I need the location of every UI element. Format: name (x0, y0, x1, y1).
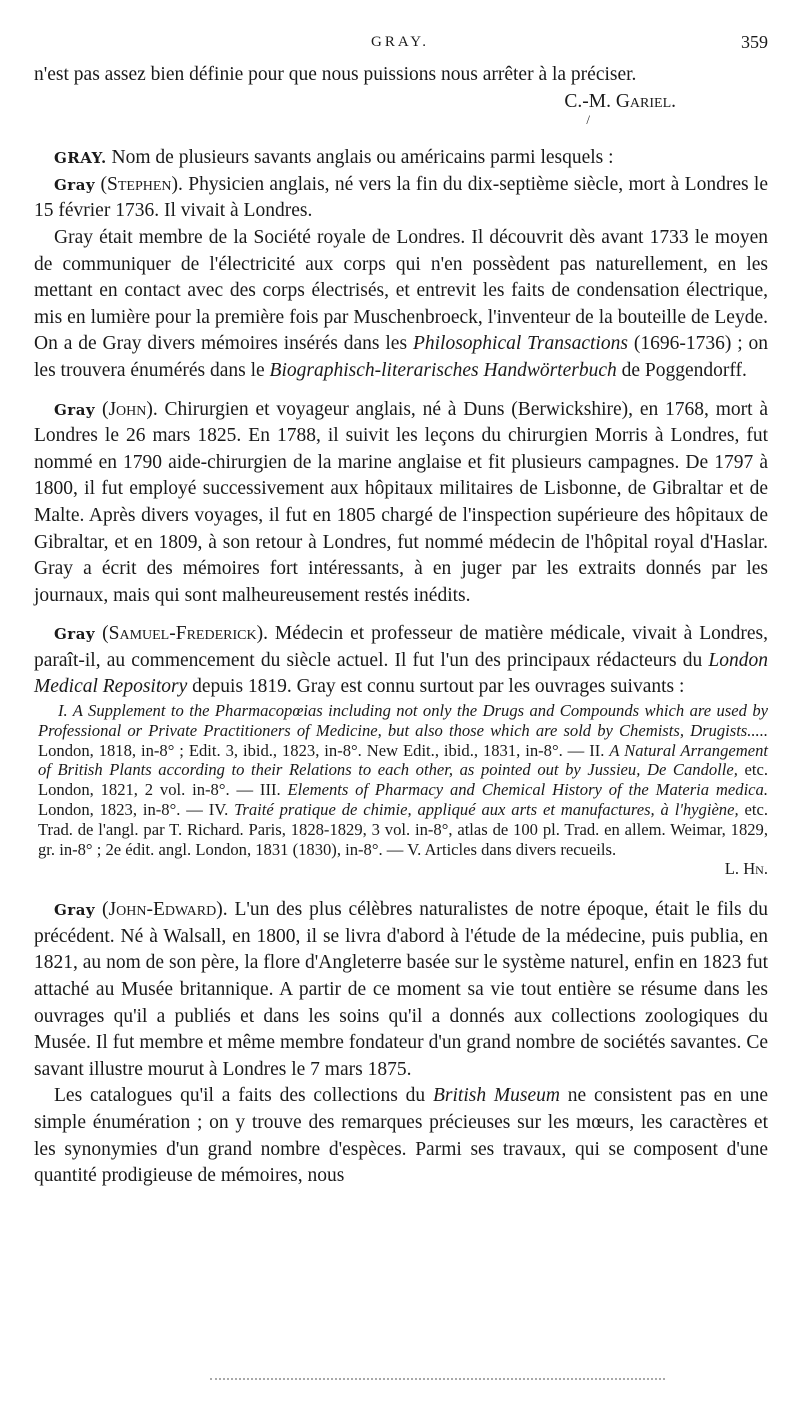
running-head: GRAY. (371, 34, 429, 50)
entry-gray-john (34, 397, 768, 610)
entry-gray-john-edward (34, 897, 768, 1083)
stephen-p2-part-c: de Poggendorff. (621, 359, 747, 381)
entry-stephen-paragraph-2 (34, 225, 768, 385)
stephen-p2-part-b: (1696-1736) ; on les trouvera énumérés dans le (34, 333, 769, 381)
samuel-text-part-b: depuis 1819. Gray est connu surtout par les ouvrages suivants : (192, 676, 685, 698)
title-british-museum: British Museum (433, 1085, 560, 1107)
work-4-publication: etc. Trad. de l'angl. par T. Richard. Paris, 1828-1829, 3 vol. in-8°, atlas de 100 pl. Trad. en allem. Weimar, 1829, gr. in-8° ; 2e édit. angl. London, 1831 (1830), in-8°. — V. Articles dans divers recueils. (38, 800, 768, 859)
title-london-medical-repository: London Medical Repository (34, 649, 768, 698)
entry-gray-general-text: Nom de plusieurs savants anglais ou américains parmi lesquels : (111, 147, 614, 169)
footer-bleedthrough-line (210, 1378, 665, 1380)
headword-gray-john: Gray (54, 400, 96, 419)
work-3-publication: London, 1823, in-8°. — IV. (38, 800, 229, 820)
intro-text: n'est pas assez bien définie pour que nous puissions nous arrêter à la préciser. (34, 64, 637, 85)
page-number: 359 (741, 32, 768, 52)
headword-gray-samuel: Gray (54, 625, 96, 644)
work-elements-of-pharmacy: Elements of Pharmacy and Chemical History of the Materia medica. (287, 780, 768, 800)
work-2-publication: etc. London, 1821, 2 vol. in-8°. — III. (38, 760, 769, 800)
work-natural-arrangement: A Natural Arrangement of British Plants according to their Relations to each other, as pointed out by Jussieu, De Candolle, (38, 740, 768, 780)
entry-john-edward-text: L'un des plus célèbres naturalistes de notre époque, était le fils du précédent. Né à Walsall, en 1800, il se livra d'abord à l'étude de la médecine, puis publia, en 1821, au nom de son père, la flore d'Angleterre basée sur le système naturel, enfin en 1823 fut attaché au Musée britannique. A partir de ce moment sa vie tout entière se résume dans les ouvrages qu'il a publiés et dans les soins qu'il a donnés aux collections zoologiques du Musée. Il fut membre et même membre fondateur d'un grand nombre de sociétés savantes. Ce savant illustre mourut à Londres le 7 mars 1875. (34, 899, 769, 1080)
john-edward-p2-part-b: ne consistent pas en une simple énumération ; on y trouve des remarques précieuses sur les mœurs, les caractères et les synonymies d'un grand nombre d'espèces. Parmi ses travaux, qui se composent d'une quantité prodigieuse de mémoires, nous (34, 1085, 768, 1187)
entry-john-edward-paragraph-2 (34, 1083, 768, 1189)
headword-gray-stephen: Gray (54, 175, 96, 194)
work-traite-pratique: Traité pratique de chimie, appliqué aux arts et manufactures, à l'hygiène, (234, 800, 739, 820)
entry-gray-general (34, 145, 768, 172)
john-edward-p2-part-a: Les catalogues qu'il a faits des collections du (54, 1085, 426, 1107)
page-content (34, 62, 768, 1190)
name-stephen: (Stephen). (100, 173, 183, 195)
entry-gray-samuel (34, 621, 768, 701)
entry-gray-stephen (34, 172, 768, 225)
headword-gray-general: GRAY. (54, 149, 107, 168)
name-john: (John). (101, 398, 158, 420)
entry-john-text: Chirurgien et voyageur anglais, né à Duns (Berwickshire), en 1768, mort à Londres le 26 mars 1825. En 1788, il suivit les leçons du chirurgien Morris à Londres, fut nommé en 1790 aide-chirurgien de la marine anglaise et fit plusieurs campagnes. De 1797 à 1800, il fut employé successivement aux hôpitaux militaires de Lisbonne, de Gibraltar et de Malte. Après divers voyages, il fut en 1805 chargé de l'inspection supérieure des hôpitaux de Gibraltar, et en 1809, à son retour à Londres, fut nommé médecin de l'hôpital royal d'Haslar. Gray a écrit des mémoires fort intéressants, à en juger par les extraits donnés par les journaux, mais qui sont malheureusement restés inédits. (34, 398, 768, 606)
intro-signature: C.-M. Gariel. (564, 90, 676, 112)
stray-mark: / (586, 112, 590, 128)
work-1-publication: London, 1818, in-8° ; Edit. 3, ibid., 1823, in-8°. New Edit., ibid., 1831, in-8°. — II. (38, 740, 605, 760)
title-philosophical-transactions: Philosophical Transactions (412, 333, 628, 355)
entry-stephen-text: Physicien anglais, né vers la fin du dix-septième siècle, mort à Londres le 15 février 1736. Il vivait à Londres. (34, 173, 768, 222)
headword-gray-john-edward: Gray (54, 901, 96, 920)
title-handworterbuch: Biographisch-literarisches Handwörterbuch (269, 359, 617, 381)
name-samuel: (Samuel-Frederick). (102, 623, 268, 645)
stephen-p2-part-a: Gray était membre de la Société royale de Londres. Il découvrit dès avant 1733 le moyen de communiquer de l'électricité aux corps qui n'en possèdent pas naturellement, en les mettant en contact avec des corps électrisés, et entrevit les faits de condensation électrique, mis en lumière pour la première fois par Muschenbroeck, l'inventeur de la bouteille de Leyde. On a de Gray divers mémoires insérés dans les (34, 226, 768, 355)
name-john-edward: (John-Edward). (102, 899, 228, 921)
intro-paragraph (34, 62, 768, 115)
samuel-text-part-a: Médecin et professeur de matière médicale, vivait à Londres, paraît-il, au commencement du siècle actuel. Il fut l'un des principaux rédacteurs du (34, 623, 769, 671)
samuel-signature: L. Hn. (724, 859, 768, 879)
page-header (30, 34, 770, 60)
work-supplement-pharmacopoeias: I. A Supplement to the Pharmacopœias including not only the Drugs and Compounds which are used by Professional or Private Practitioners of Medicine, but also those which are sold by Chemists, Drugists..... (38, 701, 768, 740)
works-list-samuel (38, 701, 768, 879)
